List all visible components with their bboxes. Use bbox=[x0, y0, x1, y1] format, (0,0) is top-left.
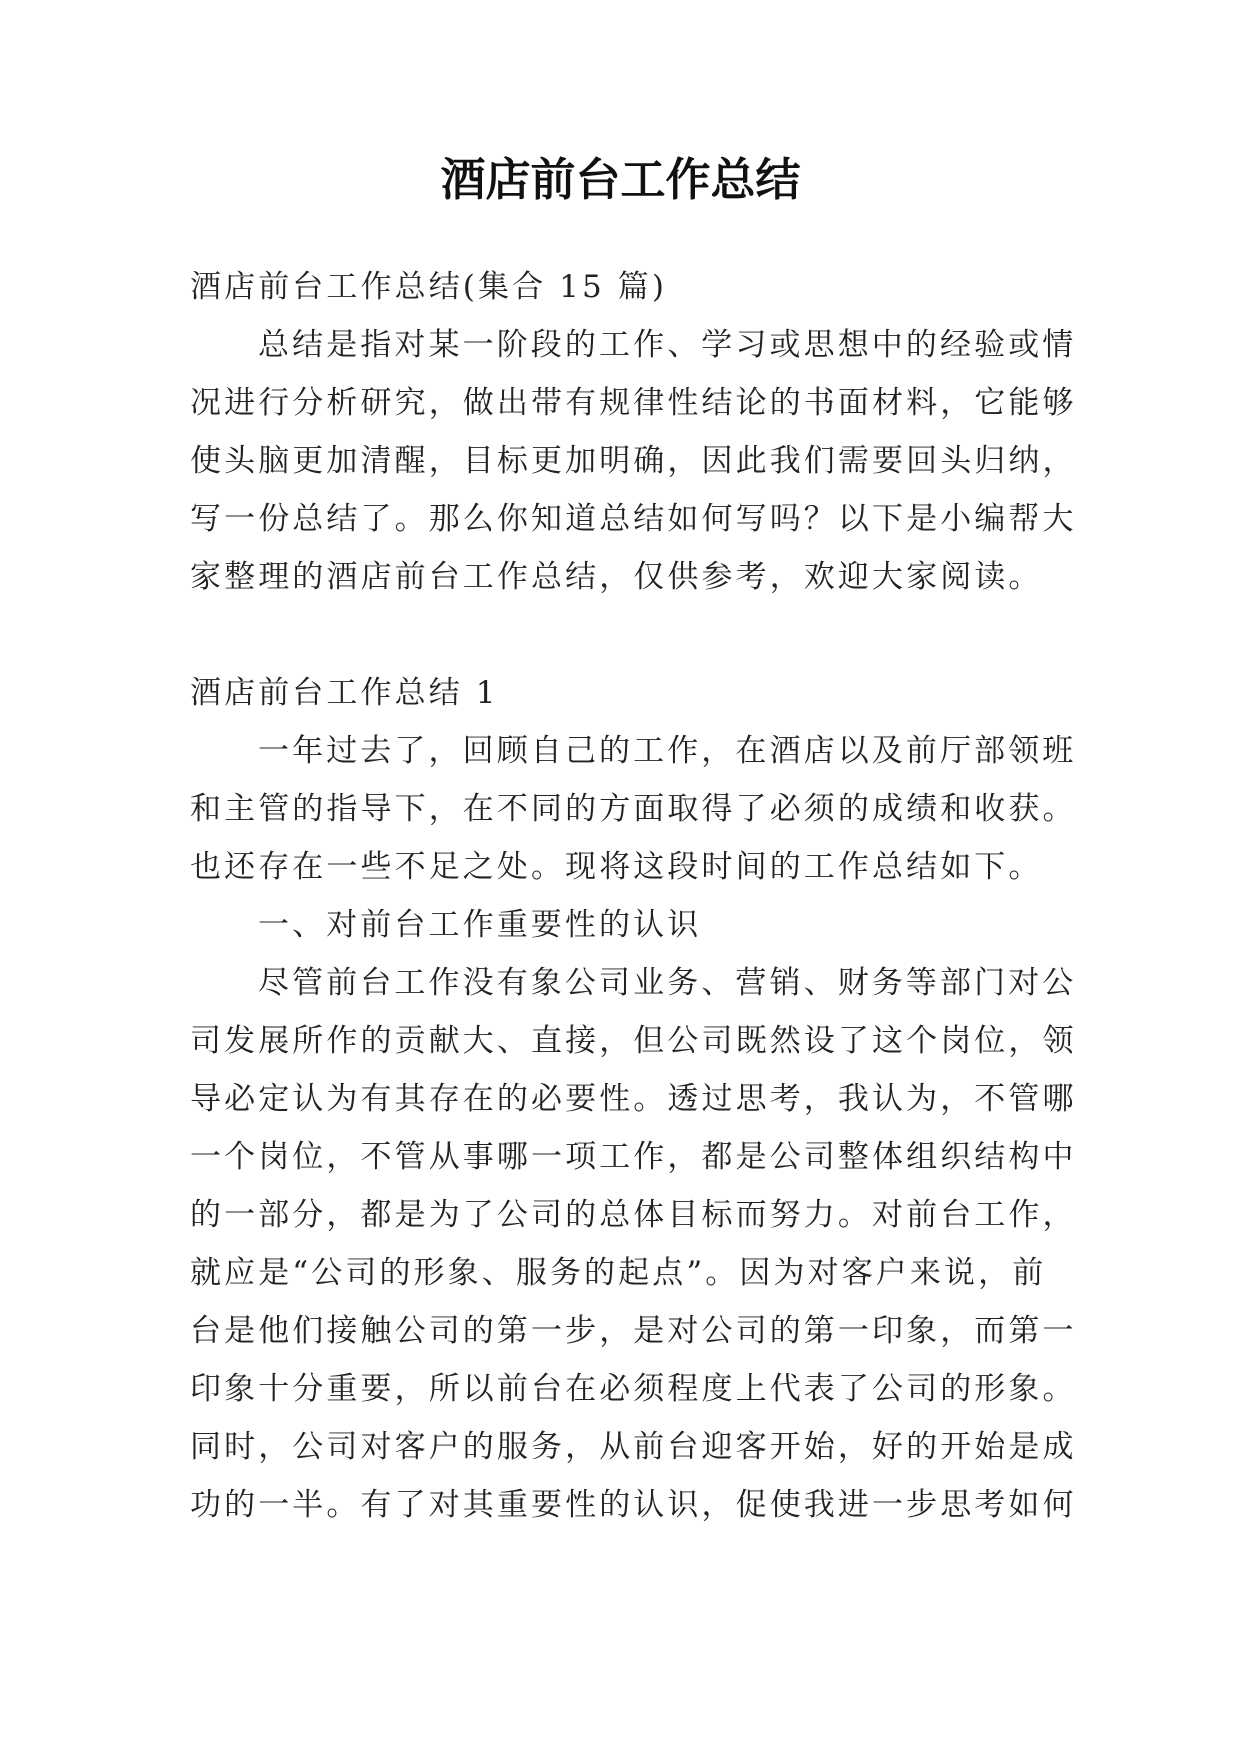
para1-line-1: 一年过去了，回顾自己的工作，在酒店以及前厅部领班 bbox=[258, 733, 1077, 769]
section-heading-1: 酒店前台工作总结 1 bbox=[190, 675, 499, 711]
para1-line-2: 和主管的指导下，在不同的方面取得了必须的成绩和收获。 bbox=[190, 791, 1077, 827]
para2-line-10: 功的一半。有了对其重要性的认识，促使我进一步思考如何 bbox=[190, 1487, 1077, 1523]
para2-line-2: 司发展所作的贡献大、直接，但公司既然设了这个岗位，领 bbox=[190, 1023, 1077, 1059]
document-body bbox=[190, 258, 1077, 1534]
intro-line-4: 写一份总结了。那么你知道总结如何写吗？以下是小编帮大 bbox=[190, 501, 1077, 537]
para2-line-9: 同时，公司对客户的服务，从前台迎客开始，好的开始是成 bbox=[190, 1429, 1077, 1465]
intro-line-1: 总结是指对某一阶段的工作、学习或思想中的经验或情 bbox=[258, 327, 1077, 363]
intro-line-3: 使头脑更加清醒，目标更加明确，因此我们需要回头归纳， bbox=[190, 443, 1077, 479]
subheading-1: 一、对前台工作重要性的认识 bbox=[258, 907, 702, 943]
para2-line-4: 一个岗位，不管从事哪一项工作，都是公司整体组织结构中 bbox=[190, 1139, 1077, 1175]
para2-line-8: 印象十分重要，所以前台在必须程度上代表了公司的形象。 bbox=[190, 1371, 1077, 1407]
para1-line-3: 也还存在一些不足之处。现将这段时间的工作总结如下。 bbox=[190, 849, 1043, 885]
para2-line-1: 尽管前台工作没有象公司业务、营销、财务等部门对公 bbox=[258, 965, 1077, 1001]
intro-line-2: 况进行分析研究，做出带有规律性结论的书面材料，它能够 bbox=[190, 385, 1077, 421]
para2-line-6: 就应是“公司的形象、服务的起点”。因为对客户来说，前 bbox=[190, 1255, 1047, 1291]
intro-line-5: 家整理的酒店前台工作总结，仅供参考，欢迎大家阅读。 bbox=[190, 559, 1043, 595]
section-spacer bbox=[190, 606, 1055, 664]
para2-line-5: 的一部分，都是为了公司的总体目标而努力。对前台工作， bbox=[190, 1197, 1077, 1233]
document-subtitle: 酒店前台工作总结(集合 15 篇) bbox=[190, 269, 668, 305]
para2-line-7: 台是他们接触公司的第一步，是对公司的第一印象，而第一 bbox=[190, 1313, 1077, 1349]
document-title: 酒店前台工作总结 bbox=[440, 153, 801, 206]
para2-line-3: 导必定认为有其存在的必要性。透过思考，我认为，不管哪 bbox=[190, 1081, 1077, 1117]
